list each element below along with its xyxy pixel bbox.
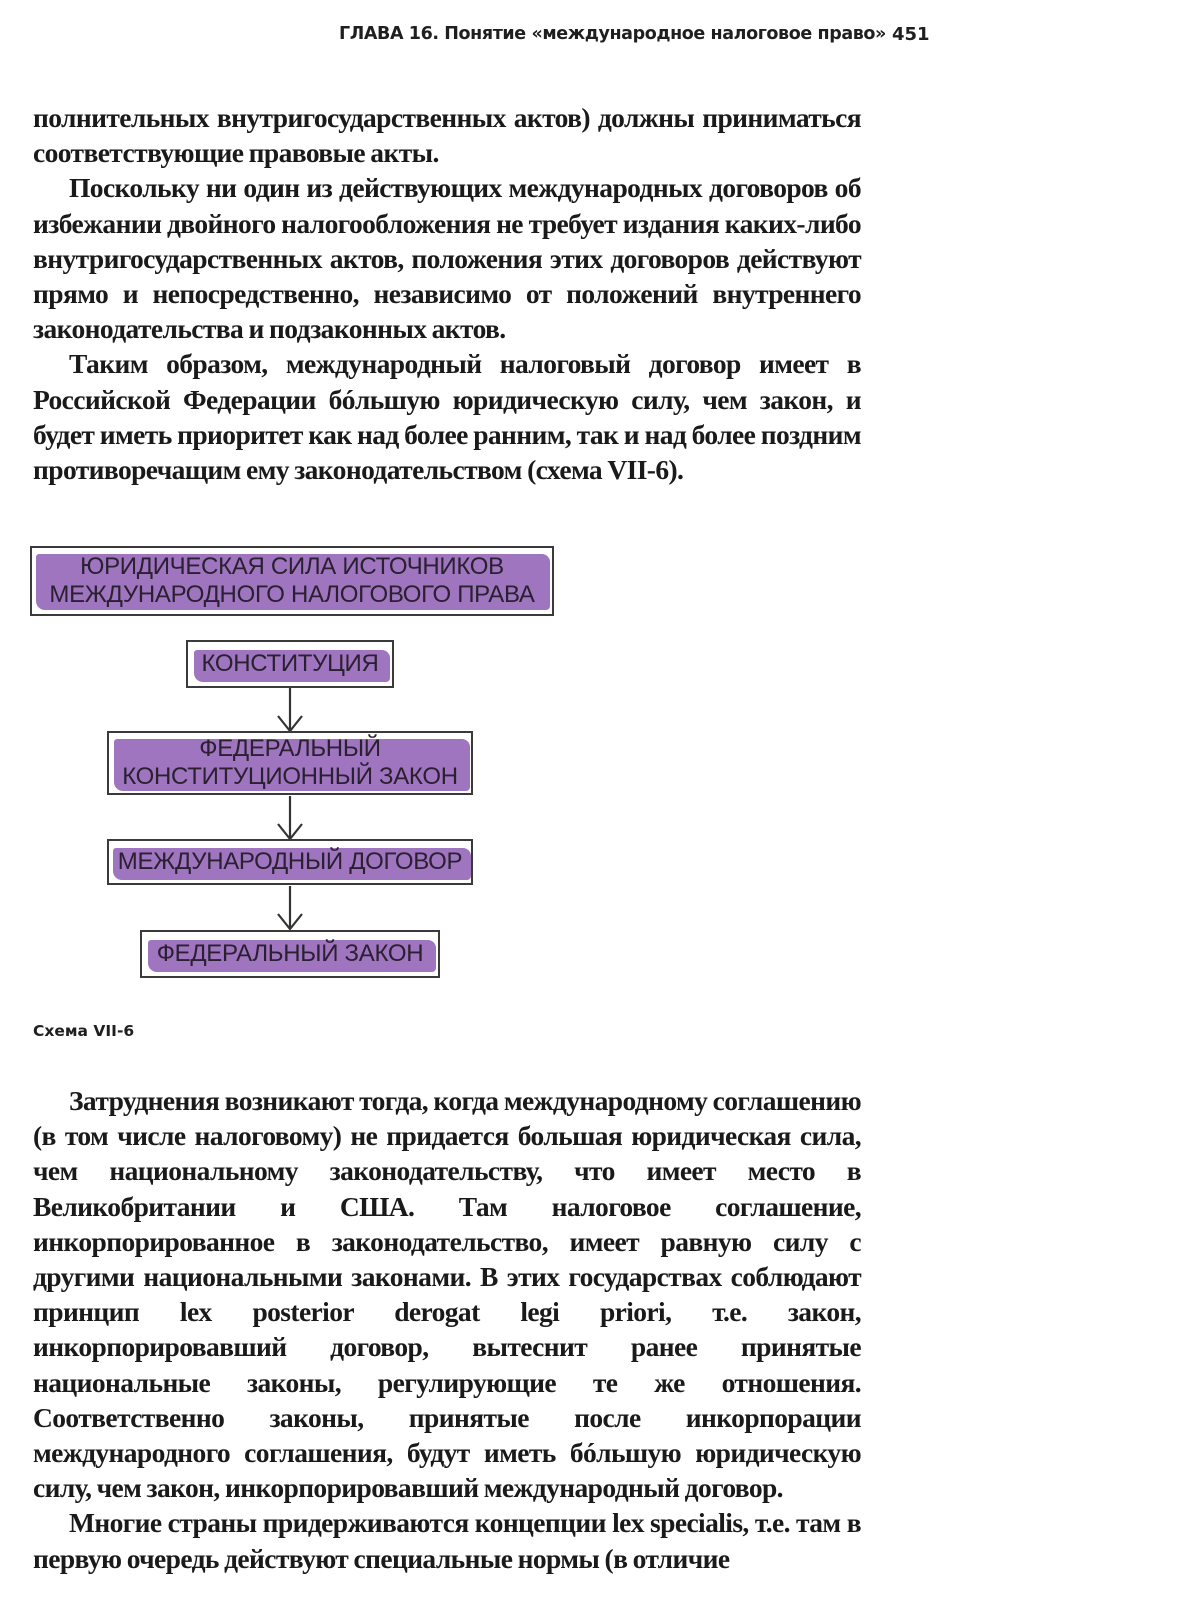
paragraph-conclusion-emphasis: международный налоговый договор имеет в Российской Федерации бóльшую юридическую силу, чем закон, и будет иметь приоритет как над более ранним, так и над более поздним противоречащим ему законодательством [33, 348, 861, 486]
paragraph-treaties: Поскольку ни один из действующих международных договоров об избежании двойного налогообложения не требует издания каких-либо внутригосударственных актов, положения этих договоров действуют прямо и непосредственно, независимо от положений внутреннего законодательства и подзаконных актов. [33, 172, 861, 345]
bottom-text-block [33, 1083, 861, 1576]
running-title: ГЛАВА 16. Понятие «международное налоговое право» [339, 24, 886, 44]
node-federal-law [140, 930, 440, 978]
node-label-constitution: КОНСТИТУЦИЯ [201, 650, 379, 677]
node-constitution [186, 640, 394, 688]
figure-caption: Схема VII-6 [33, 1022, 135, 1040]
arrow-down-icon [270, 686, 310, 736]
node-international-treaty [107, 839, 473, 885]
page-number: 451 [892, 24, 930, 45]
node-label-international-treaty: МЕЖДУНАРОДНЫЙ ДОГОВОР [117, 848, 463, 875]
paragraph-lex-specialis: Многие страны придерживаются концепции lex specialis, т.е. там в первую очередь действуют специальные нормы (в отличие [33, 1507, 861, 1574]
top-text-block [33, 100, 861, 487]
diagram-title: ЮРИДИЧЕСКАЯ СИЛА ИСТОЧНИКОВ МЕЖДУНАРОДНОГО НАЛОГОВОГО ПРАВА [49, 553, 535, 608]
legal-force-diagram [0, 520, 620, 1000]
paragraph-difficulties: Затруднения возникают тогда, когда международному соглашению (в том числе налоговому) не придается большая юридическая сила, чем национальному законодательству, что имеет место в Великобритании и США. Там налоговое соглашение, инкорпорированное в законодательство, имеет равную силу с другими национальными законами. В этих государствах соблюдают принцип lex posterior derogat legi priori, т.е. закон, инкорпорировавший договор, вытеснит ранее принятые национальные законы, регулирующие те же отношения. Соответственно законы, принятые после инкорпорации международного соглашения, будут иметь бóльшую юридическую силу, чем закон, инкорпорировавший международный договор. [33, 1085, 861, 1504]
paragraph-conclusion [33, 346, 861, 487]
node-label-federal-constitutional-law: ФЕДЕРАЛЬНЫЙ КОНСТИТУЦИОННЫЙ ЗАКОН [122, 735, 458, 790]
paragraph-continuation: полнительных внутригосударственных актов) должны приниматься соответствующие правовые акты. [33, 102, 861, 169]
paragraph-conclusion-lead: Таким образом, [69, 348, 286, 380]
paragraph-conclusion-tail: (схема VII-6). [521, 454, 684, 486]
arrow-down-icon [270, 794, 310, 844]
diagram-title-box [30, 546, 554, 616]
node-federal-constitutional-law [107, 731, 473, 795]
arrow-down-icon [270, 884, 310, 934]
page-header [0, 24, 1203, 54]
node-label-federal-law: ФЕДЕРАЛЬНЫЙ ЗАКОН [156, 940, 424, 967]
